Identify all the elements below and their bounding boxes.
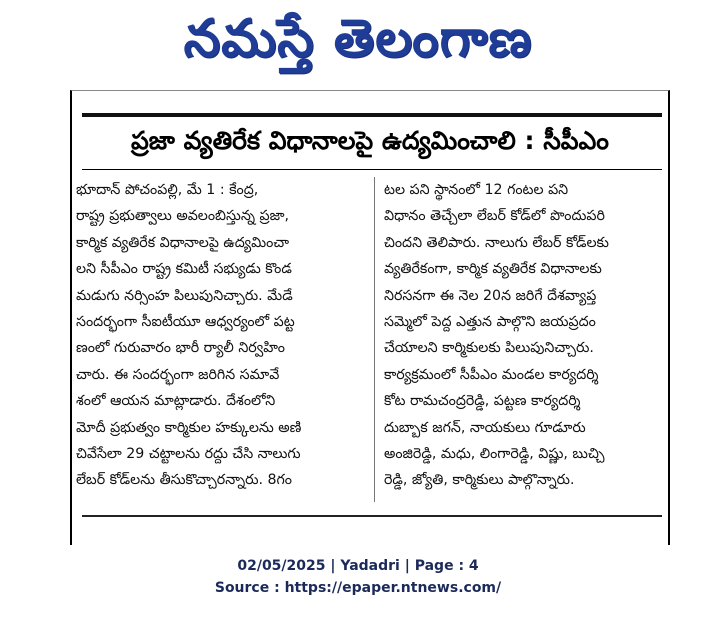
- article-text-line: రెడ్డి, జ్యోతి, కార్మికులు పాల్గొన్నారు.: [384, 472, 575, 489]
- article-text-line: మడుగు నర్సింహ పిలుపునిచ్చారు. మేడే: [76, 287, 293, 304]
- footer-meta: 02/05/2025 | Yadadri | Page : 4: [237, 558, 479, 574]
- article-text-line: కార్యక్రమంలో సీపీఎం మండల కార్యదర్శి: [384, 366, 599, 383]
- footer-source: Source : https://epaper.ntnews.com/: [214, 580, 502, 596]
- article-text-line: వ్యతిరేకంగా, కార్మిక వ్యతిరేక విధానాలకు: [384, 261, 602, 278]
- column-divider: [374, 177, 375, 502]
- article-text-line: మోదీ ప్రభుత్వం కార్మికుల హక్కులను అణి: [76, 419, 302, 436]
- next-article-headline-cropped: [82, 523, 662, 545]
- article-text-line: చిందని తెలిపారు. నాలుగు లేబర్ కోడ్‌లకు: [384, 234, 609, 251]
- headline-bottom-rule: [82, 169, 662, 170]
- footer: [0, 555, 716, 599]
- masthead-logo: నమస్తే తెలంగాణ: [183, 9, 533, 69]
- article-text-line: చేయాలని కార్మికులకు పిలుపునిచ్చారు.: [384, 340, 594, 357]
- article-headline: ప్రజా వ్యతిరేక విధానాలపై ఉద్యమించాలి : సీపీఎం: [131, 126, 609, 155]
- article-bottom-rule: [82, 515, 662, 517]
- article-text-line: అంజిరెడ్డి, మధు, లింగారెడ్డి, విష్ణు, బుచ్చి: [384, 446, 605, 463]
- article-text-line: కార్మిక వ్యతిరేక విధానాలపై ఉద్యమించా: [76, 234, 290, 251]
- masthead: [0, 0, 716, 84]
- news-clipping: [70, 90, 670, 545]
- article-text-line: టల పని స్థానంలో 12 గంటల పని: [384, 182, 569, 198]
- article-text-line: నిరసనగా ఈ నెల 20న జరిగే దేశవ్యాప్త: [384, 287, 597, 304]
- article-text-line: లేబర్ కోడ్‌లను తీసుకొచ్చారన్నారు. 8గం: [76, 472, 292, 489]
- article-text-line: భూదాన్ పోచంపల్లి, మే 1 : కేంద్ర,: [76, 182, 259, 198]
- article-text-line: ణంలో గురువారం భారీ ర్యాలీ నిర్వహిం: [76, 340, 285, 357]
- article-text-line: విధానం తెచ్చేలా లేబర్ కోడ్‌లో పొందుపరి: [384, 208, 605, 225]
- article-left-column: [76, 177, 366, 494]
- article-text-line: దుబ్బాక జగన్, నాయకులు గూడూరు: [384, 419, 586, 436]
- article-text-line: చారు. ఈ సందర్భంగా జరిగిన సమావే: [76, 366, 280, 383]
- headline-top-rule: [82, 113, 662, 117]
- article-text-line: శంలో ఆయన మాట్లాడారు. దేశంలోని: [76, 393, 276, 410]
- article-text-line: రాష్ట్ర ప్రభుత్వాలు అవలంబిస్తున్న ప్రజా,: [76, 208, 289, 225]
- article-text-line: కోట రామచంద్రరెడ్డి, పట్టణ కార్యదర్శి: [384, 393, 581, 410]
- article-text-line: చివేసేలా 29 చట్టాలను రద్దు చేసి నాలుగు: [76, 446, 301, 463]
- cropped-top-strip: [92, 93, 652, 107]
- article-text-line: సమ్మెలో పెద్ద ఎత్తున పాల్గొని జయప్రదం: [384, 314, 596, 331]
- article-right-column: [384, 177, 664, 494]
- article-text-line: లని సీపీఎం రాష్ట్ర కమిటీ సభ్యుడు కొండ: [76, 261, 292, 278]
- article-text-line: సందర్భంగా సీఐటీయూ ఆధ్వర్యంలో పట్ట: [76, 314, 295, 331]
